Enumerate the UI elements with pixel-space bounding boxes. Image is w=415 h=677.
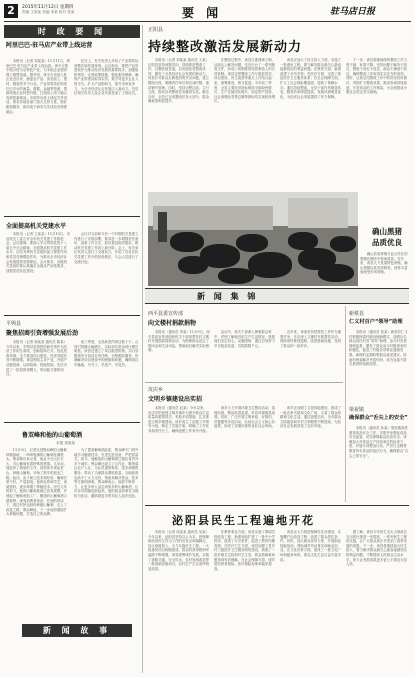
article-title-liangzhu: 确保群众“舌尖上的安全”: [349, 415, 408, 421]
lead-kicker: 正阳县: [148, 27, 164, 33]
article-body: 据了解，该县今年民生支出占财政总支出的比重进一步提高，一系列民生工程的实施，让广大群众真正享受到了改革发展的成果。下一步，该县将继续加大民生投入，着力解决群众最关心最直接最现实的利益问题，不断提高人民群众生活水平，努力让发展成果更多更公平惠及全县人民。: [346, 530, 408, 567]
article-body: 活动中，机关干部深入困难群众家中，详细了解他们的生产生活情况，鼓励他们坚定信心，克服困难，通过自身努力早日脱贫致富，共捐款数千元。: [214, 330, 276, 348]
column-banner-news-story: 新 闻 故 事: [22, 624, 132, 637]
article-body: 该县还大力推进保障性住房建设，实施棚户区改造工程，改善了群众居住条件。同时，加大就业扶持力度，开展职业技能培训，帮助城乡劳动者实现就业创业。在文化体育方面，建成了一批文化广场和健身场所，群众文化生活日益丰富多彩。: [280, 530, 342, 562]
article-body: 本报讯（通讯员 李某）11月9日，西平县委宣传部组织机关干部到帮扶村文楼村开展捐款捐物活动，为困难群众送去了慰问金和生活用品，帮助他们解决实际困难。: [148, 330, 210, 353]
article-body: 11月9日，记者走进鲁双峰的山葡萄种植基地，一串串饱满的山葡萄挂满枝头。鲁双峰告诉记者，他从小在山区长大，对山葡萄有着特殊的感情。几年前，他放弃了城里的工作，回到家乡承包荒山，种植山葡萄，开始了艰辛的创业之路。起初，由于缺乏技术和经验，葡萄长势不好，产量很低。他四处拜师学艺，查阅资料，逐步掌握了种植技术。经过几年的努力，他的山葡萄基地已初具规模，并建起了葡萄酒加工厂，酿造的山葡萄酒口感独特，深受消费者喜爱。在他的带动下，周边村民也纷纷种植山葡萄，走上了致富之路。鲁双峰说，下一步他将继续扩大种植规模，打造自己的品牌。: [6, 448, 68, 517]
editor-line: 责编 王某某 美编 李某 校对 张某: [22, 10, 75, 14]
article-title-alibaba: 阿里巴巴·驻马店产业带上线运营: [6, 42, 93, 49]
paper-name: 驻马店日报: [330, 7, 376, 17]
article-body: 前三季度，全县新签约项目数十个，合同引资额大幅增长，实际到位资金同比增长明显。该县还建立了项目推进机制，实行县级领导分包项目责任制，全程跟踪服务，协调解决项目建设中的困难和问题，确保项目早落地、早开工、早投产、早见效。: [74, 340, 139, 367]
article-title-biyang: 泌阳县民生工程遍地开花: [172, 514, 315, 527]
article-kicker: 皮店乡: [148, 387, 164, 393]
article-body: 本报讯（通讯员 赵某）今年以来，皮店乡把创建文明乡镇作为提升群众生活质量的重要抓手，采取多项措施，扎实推进文明乡镇建设。该乡成立了创建工作领导小组，制定了实施方案，明确了工作任务和责任分工，确保创建工作有序开展。: [148, 406, 210, 433]
masthead-rule: [4, 21, 411, 22]
issue-date: 2015年11月12日 星期四: [22, 5, 74, 10]
article-body: 本报讯（记者 刘某某）11月11日，阿里巴巴·驻马店产业带上线运营。该平台集中展示驻马店特色产业，为本地企业提供网上销售渠道。据介绍，该平台首批入驻企业近百家，涵盖农产品、食品加工、建材、服装等多个行业。产业带将依托阿里巴巴平台的流量、数据、金融等资源，帮助传统企业转型升级，打造线上线下融合发展的新格局。市领导出席上线仪式并讲话，要求各地各部门加大支持力度，做好配套服务，推动电子商务与实体经济深度融合。: [6, 59, 70, 114]
news-digest-banner: [145, 288, 409, 304]
column-banner-shizheng: 时 政 要 闻: [4, 25, 140, 38]
article-title-xiping: 向文楼村捐款捐物: [148, 320, 197, 327]
page-number: 2: [4, 4, 18, 18]
article-title-wine: 鲁双峰和他的山葡萄酒: [22, 432, 83, 439]
article-body: 本报讯（通讯员 张某）新蔡县仁义村积极探索村级治理新模式，选聘百名群众担任村务“领导”助理，参与村务管理和监督，激发了群众参与村级事务的积极性，促进了村级各项事业健康发展。助理们定期收集群众意见建议，协助村两委解决矛盾纠纷，成为连接干群关系的桥梁和纽带。: [349, 330, 408, 367]
lead-body: 该县还加大了民生投入力度，实施了一批惠民工程，着力解决群众最关心最直接最现实的利益问题。在教育方面，新建改建了多所学校；在医疗方面，完善了基层医疗卫生服务体系；在社会保障方面，扩大了社会保险覆盖面，提高了保障水平。通过持续整改，全县干部作风明显转变，服务效率明显提高，发展环境明显优化，为经济社会发展提供了有力保障。: [280, 58, 342, 99]
article-body: 为了提高葡萄酒品质，鲁双峰专门到外地学习酿酒技术，引进先进设备，严把质量关。如今，他酿造的山葡萄酒已销往省内外多个城市。鲁双峰还成立了合作社，吸纳周边农户入社，为社员提供种苗、技术和销售服务，带动了当地群众增收致富。当地政府也给予了大力支持，帮助其解决资金、技术等方面的困难。鲁双峰表示，他将不断努力，让更多的人品尝到家乡的山葡萄酒，让乡亲们的腰包鼓起来。他的创业故事在当地传为佳话，激励着更多的年轻人返乡创业。: [74, 448, 139, 498]
article-title-pidian: 文明乡镇建设出实招: [148, 396, 203, 403]
lead-headline: 持续整改激活发展新动力: [148, 40, 303, 55]
lead-body: 本报讯（记者 刘某某 通讯员 王某）正阳县坚持问题导向，持续推进整改工作，以整改促发展，以发展检验整改成效，激发了全县经济社会发展的新活力。该县针对群众反映强烈的突出问题，建立整改台账，明确责任单位和完成时限，逐项销号管理。同时，坚持边整边改、立行立改，推动各项整改任务落到实处。截至目前，全县已完成整改任务大部分，群众满意度明显提升。: [148, 58, 210, 104]
article-title-pingyu: 聚焦招商引资增强发展后劲: [6, 330, 79, 337]
article-title-xincai: 仁义村百户“领导”助理: [349, 319, 403, 325]
article-body: 该乡还加强了文化阵地建设，建成了一批农家书屋和文化广场，丰富了群众的精神文化生活。通过创建活动，全乡群众文明素质和乡村文明程度不断提高，为经济社会发展营造了良好环境。: [280, 406, 342, 429]
photo-caption-title: 确山黑猪 品质优良: [372, 227, 402, 247]
news-digest-title: 新 闻 集 锦: [197, 292, 259, 301]
article-body: 本报讯（记者 王某某）11月10日，市直机关工委召开全市机关党建工作推进会。会议强调，要深入学习贯彻党的十八届五中全会精神，全面提高机关党建工作水平，切实发挥机关党组织战斗堡垒作用和党员先锋模范作用，为推动全市经济社会发展提供坚强保证。会议要求，各级机关党组织要认真落实全面从严治党要求，加强党员队伍建设。: [6, 232, 70, 273]
article-kicker: 新蔡县: [349, 311, 365, 317]
article-byline: 本报 刘某某: [56, 441, 76, 445]
article-title-dangjian: 全面提高机关党建水平: [6, 223, 67, 230]
article-body: 近年来，该部坚持把帮扶工作作为重要任务，多次深入文楼村开展帮扶活动，帮助该村修建道路、改善基础设施，受到了群众的一致好评。: [280, 330, 342, 348]
photo-black-pigs: [148, 192, 358, 286]
lead-body: 在整改过程中，该县注重建章立制，从源头上解决问题，先后出台了一系列制度文件，形成了用制度管权管事管人的长效机制。该县还把整改工作与脱贫攻坚、项目建设、民生改善等重点工作结合起来，统筹推进，相互促进。今年前三季度，全县主要经济指标保持平稳较快增长，生产总值同比增长，固定资产投资、社会消费品零售总额等指标均实现较快增长。: [214, 58, 276, 104]
lead-body: 下一步，该县将继续保持整改工作力度不减、标准不降，坚持问题不解决不放过、整改不到位不放过、群众不满意不放过，确保整改工作取得实实在在的成效。同时，认真总结整改工作中的好经验好做法，巩固扩大整改成果，推动形成持续改进、长效常治的工作格局，为全面建成小康社会奠定坚实基础。: [346, 58, 408, 95]
article-body: 本报讯（记者 周某某 通讯员 吴某）今年以来，泌阳县坚持以人为本，把保障和改善民生作为工作的出发点和落脚点，加大财政投入，大力实施民生工程，一大批惠民项目相继建成，群众的获得感和幸福感不断增强。该县统筹城乡发展，实施了道路交通、安全饮水、农村电网改造等一批基础设施项目，农村生产生活条件明显改善。: [148, 530, 210, 571]
article-body: 在教育事业方面，该县实施了薄弱学校改造工程，新建和改扩建了一批中小学校舍，改善了办学条件，促进了教育均衡发展。在医疗卫生方面，该县加强了县乡村三级医疗卫生服务网络建设，新建了一批乡镇卫生院和村卫生室，群众看病难问题得到有效缓解。在社会保障方面，城乡居民养老保险、医疗保险参保率稳步提高。: [214, 530, 276, 571]
article-body: 本报讯（通讯员 孙某）梁祝镇高度重视食品安全工作，多措并举强化食品安全监管，切实保障群众饮食安全。该镇加大对食品生产经营单位的检查力度，开展专项整治行动，严厉打击制售假冒伪劣食品的违法行为，确保群众“舌尖上的安全”。: [349, 426, 409, 458]
section-title: 要 闻: [182, 6, 223, 20]
article-body: 本报讯（记者 杨某某 通讯员 陈某）今年以来，平舆县坚持把招商引资作为经济工作的生命线，创新招商方式，优化投资环境，全力推进项目建设，经济发展后劲不断增强。该县围绕主导产业，开展产业链招商、以商招商、驻地招商，先后引进了一批投资规模大、带动能力强的项目。: [6, 340, 68, 377]
article-body: 该乡大力开展环境卫生整治活动，清理垃圾，整治乱搭乱建，村容村貌明显改观。同时，广泛开展文明家庭、好媳妇、好婆婆等评选活动，弘扬社会主义核心价值观，形成了崇德向善的良好社会风尚。: [214, 406, 276, 429]
article-body: 会议对当前和今后一个时期机关党建工作进行了安排部署，要求进一步增强责任意识，创新工作方法，抓好基层组织建设，推动机关党建工作再上新台阶。会上，有关单位负责人进行了交流发言，介绍了各自在机关党建工作中的经验做法，与会人员进行了交流讨论。: [74, 232, 139, 264]
photo-caption-body: 确山县某养殖专业合作社的黑猪在圈舍中悠闲觅食。近年来，该县大力发展特色养殖，确山黑猪以其肉质鲜美、营养丰富而深受市场青睐。: [360, 252, 408, 275]
article-kicker: 西平县委宣传部: [148, 311, 184, 317]
article-kicker: 平舆县: [6, 321, 22, 327]
article-body: 仪式上，有关负责人介绍了产业带的运营模式和发展规划。会议指出，要把产业带建设作为推动经济发展的重要抓手，加强组织领导，完善政策措施，强化服务保障，确保产业带建设取得实效。要引导更多企业入驻平台，扩大产品影响力，提升市场竞争力，为全市经济社会发展注入新动力。各县区相关负责人及企业代表参加了上线仪式。: [74, 59, 139, 96]
article-kicker: 梁祝镇: [349, 407, 365, 413]
